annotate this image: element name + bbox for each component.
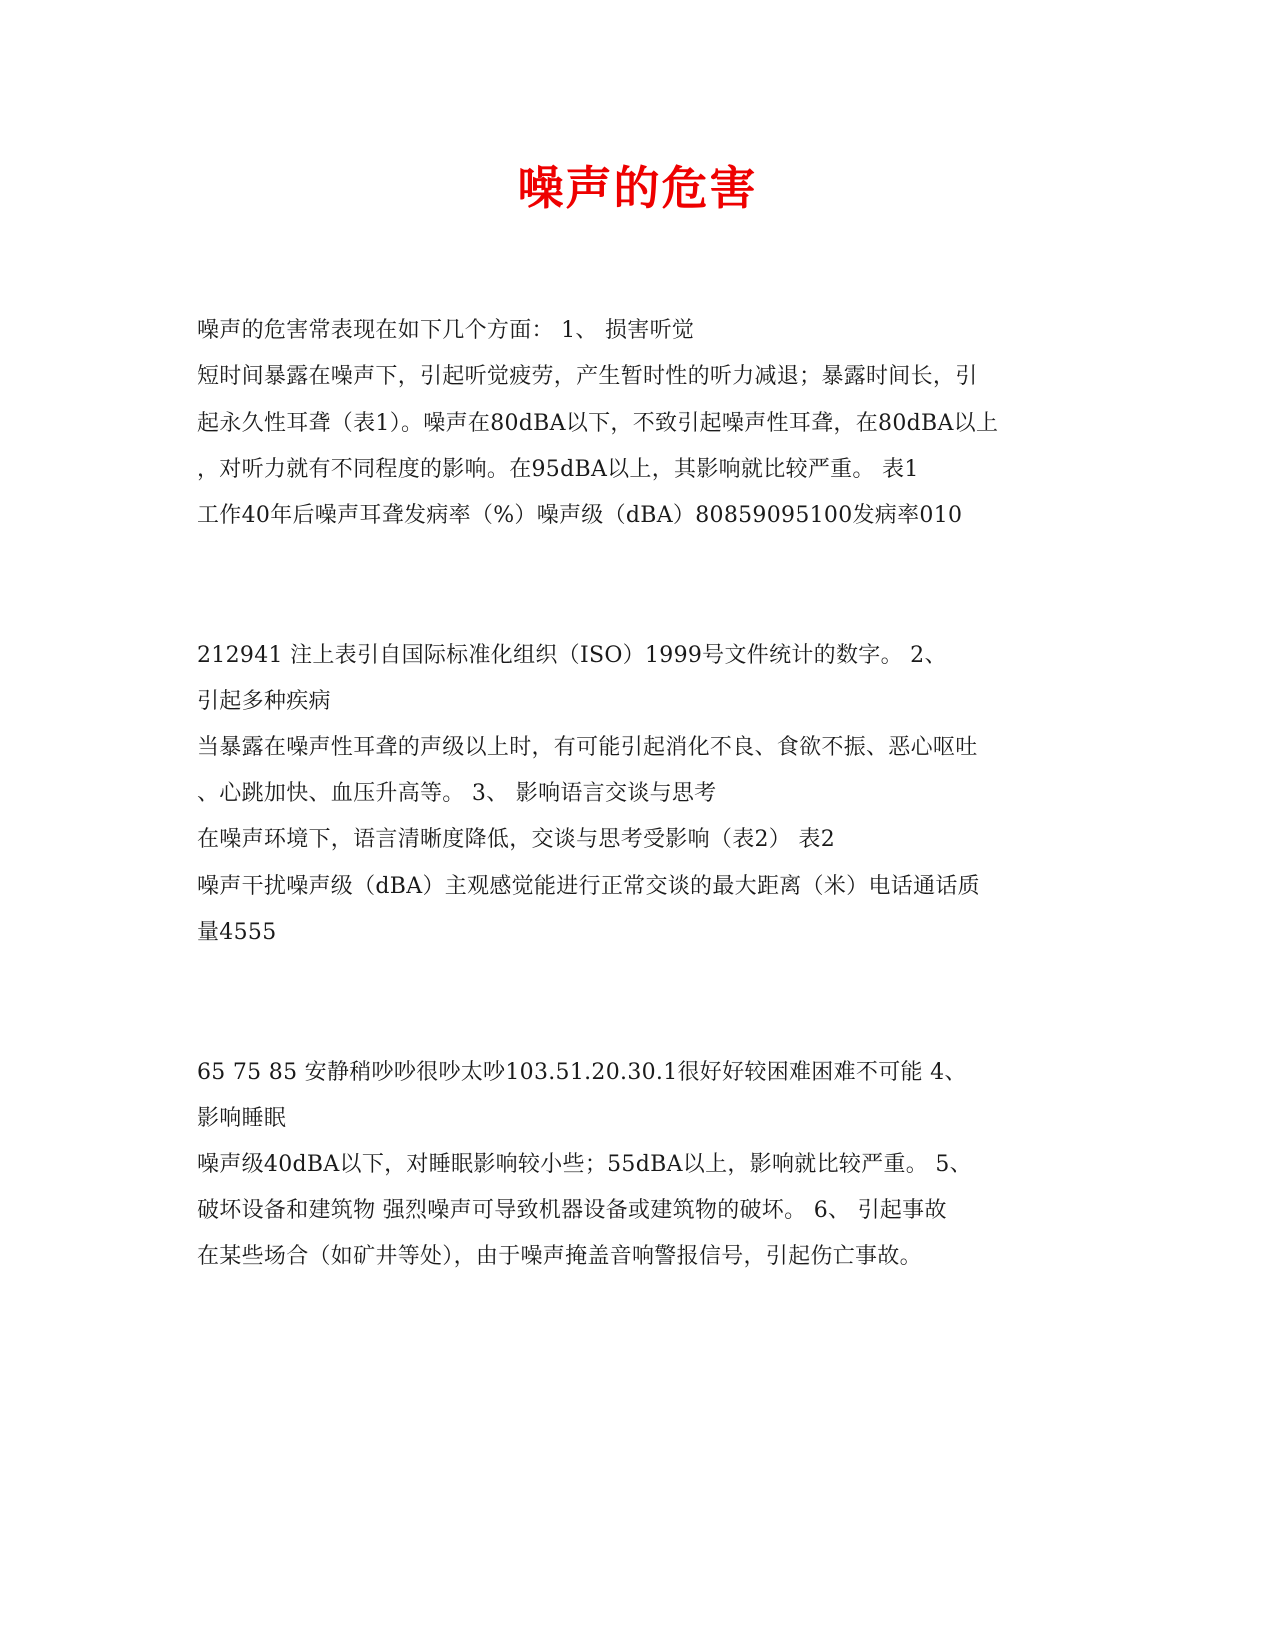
body-line-14: 影响睡眠: [197, 1106, 287, 1131]
body-line-15: 噪声级40dBA以下，对睡眠影响较小些；55dBA以上，影响就比较严重。 5、: [197, 1152, 972, 1177]
body-line-5: 工作40年后噪声耳聋发病率（%）噪声级（dBA）80859095100发病率010: [197, 503, 963, 528]
body-line-1: 噪声的危害常表现在如下几个方面： 1、 损害听觉: [197, 318, 695, 343]
body-line-10: 在噪声环境下，语言清晰度降低，交谈与思考受影响（表2） 表2: [197, 827, 835, 852]
page-title: 噪声的危害: [517, 161, 758, 215]
body-line-9: 、心跳加快、血压升高等。 3、 影响语言交谈与思考: [197, 781, 717, 806]
body-line-2: 短时间暴露在噪声下，引起听觉疲劳，产生暂时性的听力减退；暴露时间长，引: [197, 364, 978, 389]
body-line-17: 在某些场合（如矿井等处），由于噪声掩盖音响警报信号，引起伤亡事故。: [197, 1244, 922, 1269]
body-line-3: 起永久性耳聋（表1）。噪声在80dBA以下，不致引起噪声性耳聋，在80dBA以上: [197, 411, 999, 436]
body-line-16: 破坏设备和建筑物 强烈噪声可导致机器设备或建筑物的破坏。 6、 引起事故: [197, 1198, 947, 1223]
body-line-6: 212941 注上表引自国际标准化组织（ISO）1999号文件统计的数字。 2、: [197, 643, 947, 668]
body-line-8: 当暴露在噪声性耳聋的声级以上时，有可能引起消化不良、食欲不振、恶心呕吐: [197, 735, 978, 760]
body-line-13: 65 75 85 安静稍吵吵很吵太吵103.51.20.30.1很好好较困难困难不可能 4、: [197, 1060, 967, 1085]
body-line-7: 引起多种疾病: [197, 689, 331, 714]
body-line-11: 噪声干扰噪声级（dBA）主观感觉能进行正常交谈的最大距离（米）电话通话质: [197, 874, 980, 899]
body-line-12: 量4555: [197, 920, 277, 945]
body-line-4: ，对听力就有不同程度的影响。在95dBA以上，其影响就比较严重。 表1: [197, 457, 919, 482]
